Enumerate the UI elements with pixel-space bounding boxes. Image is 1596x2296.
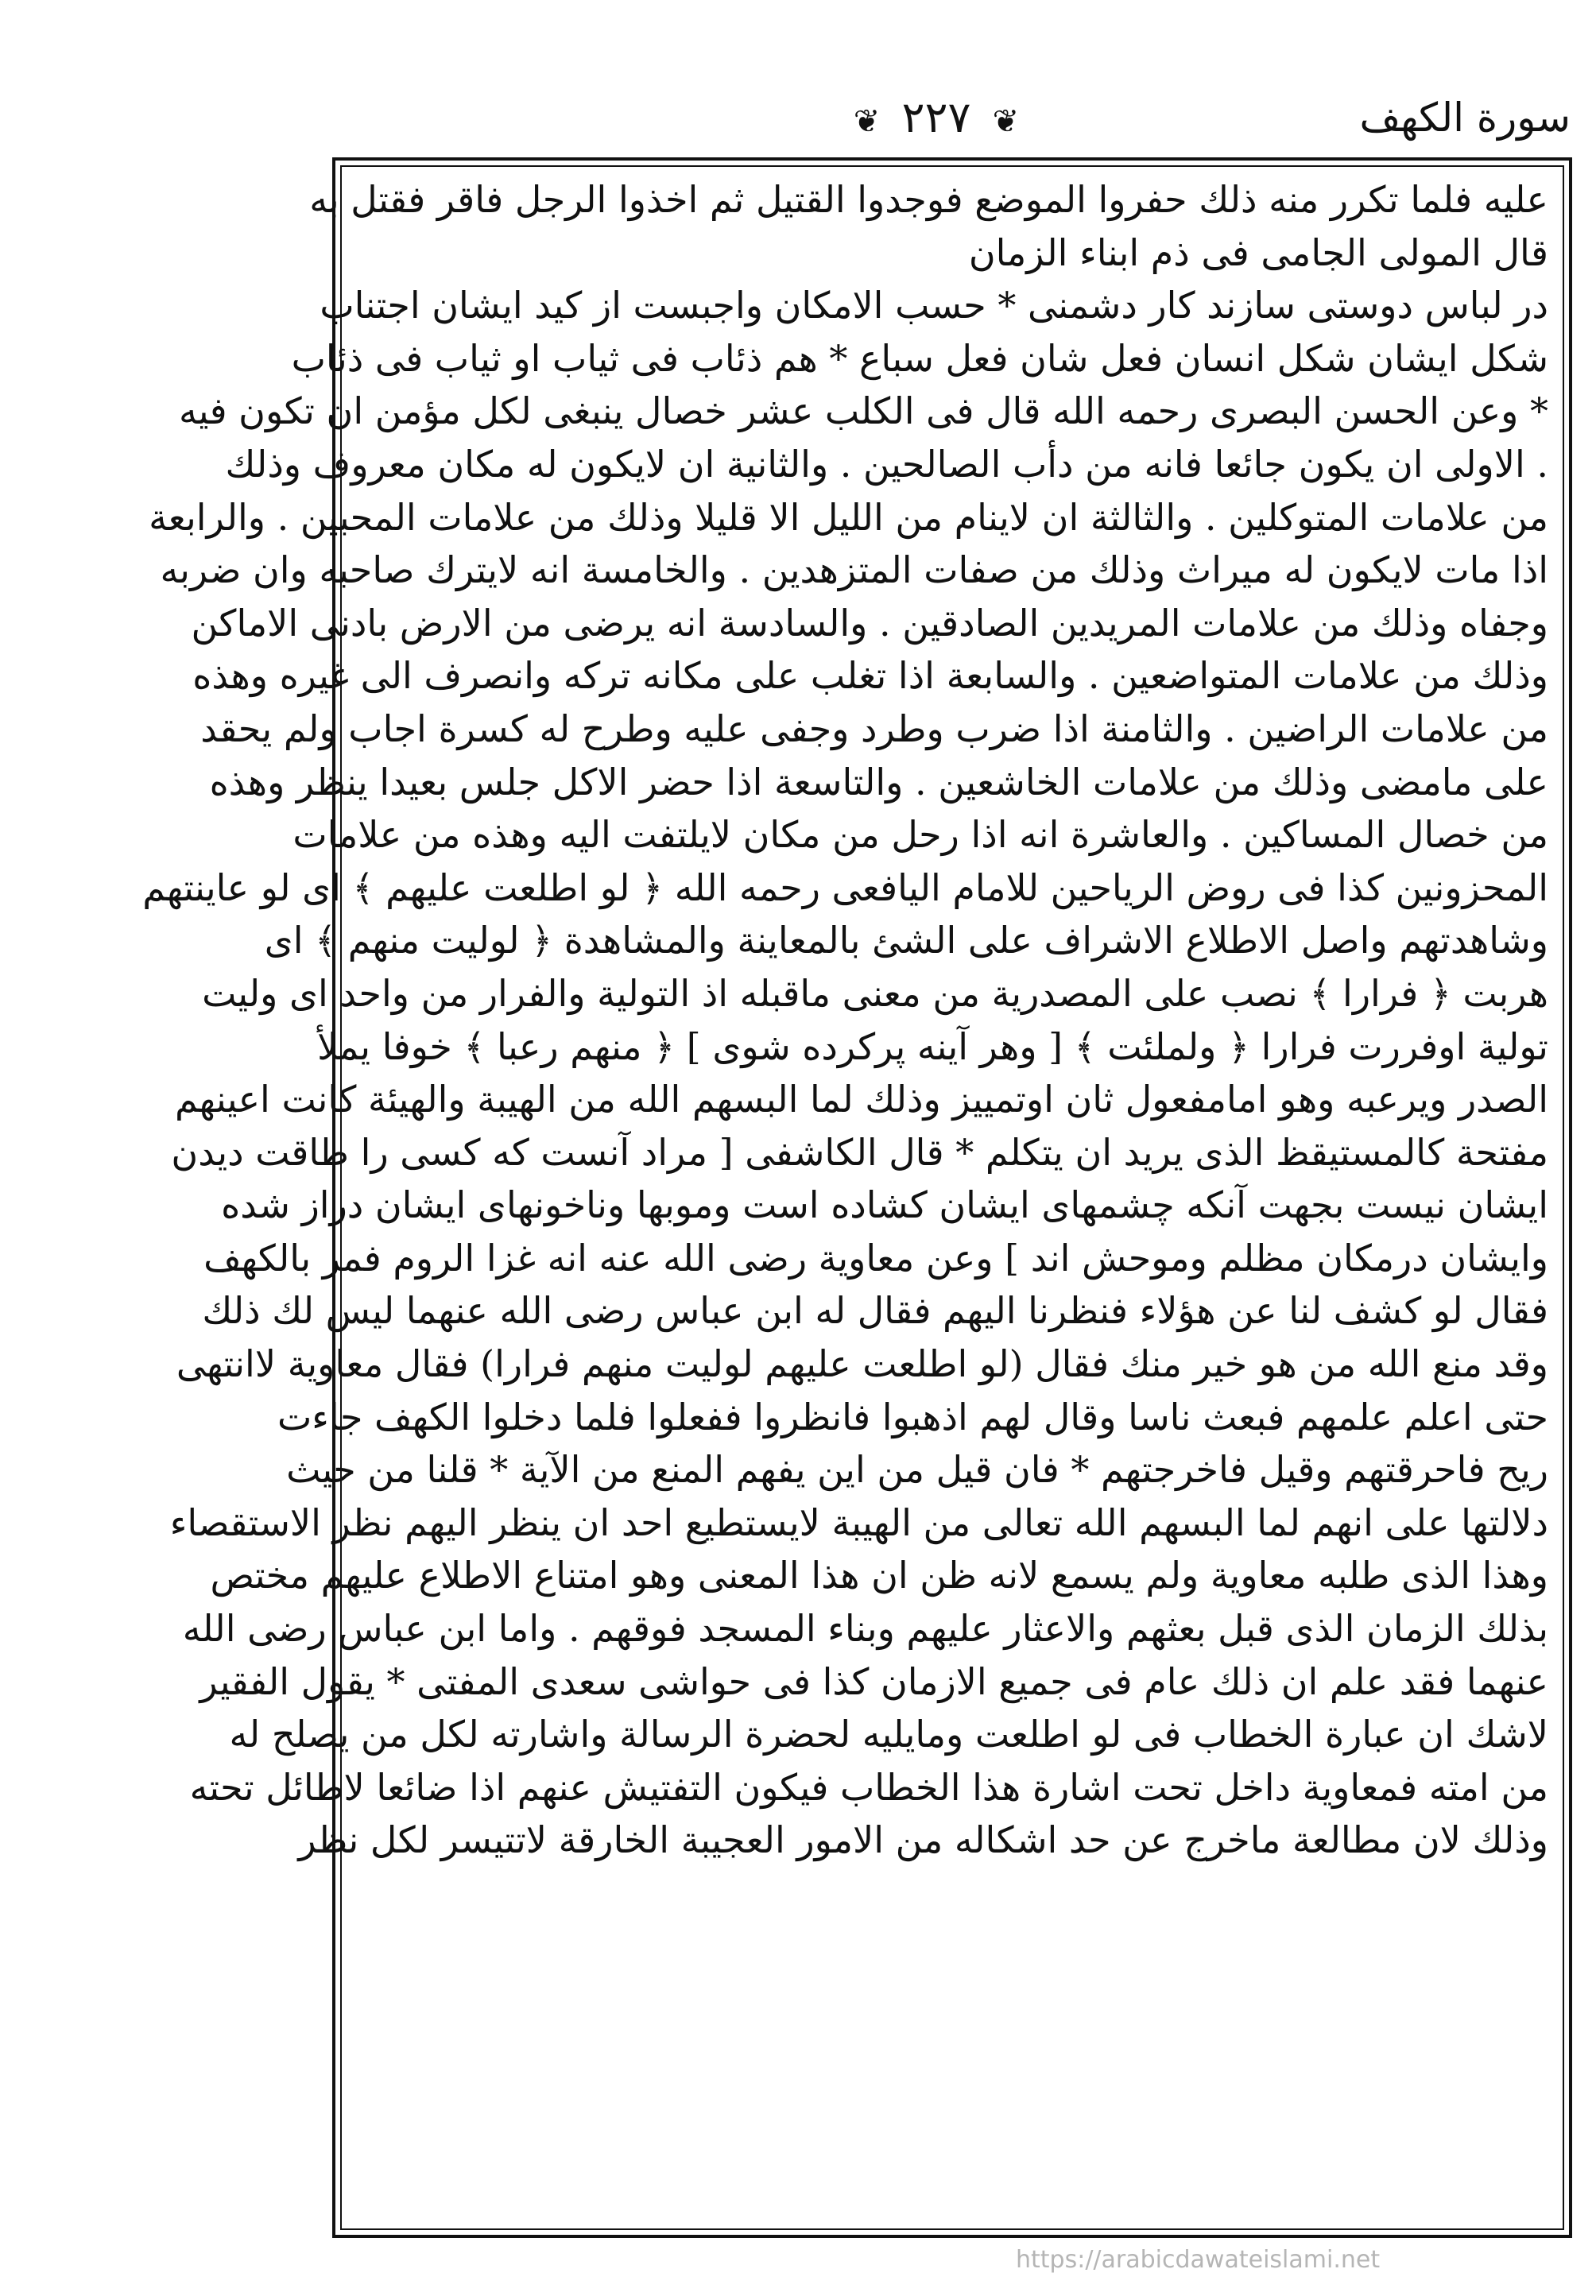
ornament-icon: ❦ <box>992 103 1020 140</box>
text-line: وهذا الذى طلبه معاوية ولم يسمع لانه ظن ان هذا المعنى وهو امتناع الاطلاع عليهم مختص <box>210 1554 1548 1597</box>
text-line: * وعن الحسن البصرى رحمه الله قال فى الكلب عشر خصال ينبغى لكل مؤمن ان تكون فيه <box>179 389 1548 433</box>
text-line: بذلك الزمان الذى قبل بعثهم والاعثار عليهم وبناء المسجد فوقهم . واما ابن عباس رضى الله <box>182 1607 1548 1651</box>
text-line: وقد منع الله من هو خير منك فقال (لو اطلعت عليهم لوليت منهم فرارا) فقال معاوية لاانتهى <box>176 1342 1548 1386</box>
running-header <box>324 94 1571 149</box>
text-line: هربت ﴿ فرارا ﴾ نصب على المصدرية من معنى ماقبله اذ التولية والفرار من واحد اى وليت <box>202 971 1548 1015</box>
text-line: وجفاه وذلك من علامات المريدين الصادقين . والسادسة انه يرضى من الارض بادنى الاماكن <box>191 601 1548 645</box>
text-line: من علامات الراضين . والثامنة اذا ضرب وطرد وجفى عليه وطرح له كسرة اجاب ولم يحقد <box>200 707 1548 750</box>
text-line: ايشان نيست بجهت آنكه چشمهاى ايشان كشاده است وموبها وناخونهاى ايشان دراز شده <box>221 1183 1548 1227</box>
text-line: وايشان درمكان مظلم وموحش اند ] وعن معاوية رضى الله عنه انه غزا الروم فمر بالكهف <box>203 1236 1548 1280</box>
text-line: من علامات المتوكلين . والثالثة ان لاينام من الليل الا قليلا وذلك من علامات المحبين . والرابعة <box>149 495 1548 539</box>
ornament-icon: ❦ <box>853 103 881 140</box>
surah-title: سورة الكهف <box>1359 95 1571 141</box>
text-line: وذلك لان مطالعة ماخرج عن حد اشكاله من الامور العجيبة الخارقة لاتتيسر لكل نظر <box>298 1818 1548 1862</box>
text-line: الصدر ويرعبه وهو امامفعول ثان اوتمييز وذلك لما البسهم الله من الهيبة والهيئة كانت اعينهم <box>175 1078 1548 1121</box>
verse-line: در لباس دوستى سازند كار دشمنى * حسب الامكان واجبست از كيد ايشان اجتناب <box>320 284 1548 327</box>
text-line: دلالتها على انهم لما البسهم الله تعالى من الهيبة لايستطيع احد ان ينظر اليهم نظر الاستقصاء <box>169 1500 1548 1544</box>
text-line: حتى اعلم علمهم فبعث ناسا وقال لهم اذهبوا فانظروا ففعلوا فلما دخلوا الكهف جاءت <box>277 1395 1548 1438</box>
body-text <box>142 173 1548 1867</box>
text-line: على مامضى وذلك من علامات الخاشعين . والتاسعة اذا حضر الاكل جلس بعيدا ينظر وهذه <box>209 760 1548 803</box>
verse-line: شكل ايشان شكل انسان فعل شان فعل سباع * هم ذئاب فى ثياب او ثياب فى ذئاب <box>291 336 1548 380</box>
text-line: عليه فلما تكرر منه ذلك حفروا الموضع فوجدوا القتيل ثم اخذوا الرجل فاقر فقتل به <box>309 178 1548 221</box>
text-line: من خصال المساكين . والعاشرة انه اذا رحل من مكان لايلتفت اليه وهذه من علامات <box>292 813 1548 857</box>
text-line: وذلك من علامات المتواضعين . والسابعة اذا تغلب على مكانه تركه وانصرف الى غيره وهذه <box>192 654 1548 698</box>
text-line: عنهما فقد علم ان ذلك عام فى جميع الازمان كذا فى حواشى سعدى المفتى * يقول الفقير <box>200 1659 1548 1703</box>
page-number: ٢٢٧ <box>901 92 971 142</box>
text-line: وشاهدتهم واصل الاطلاع الاشراف على الشئ بالمعاينة والمشاهدة ﴿ لوليت منهم ﴾ اى <box>264 919 1548 962</box>
text-line: . الاولى ان يكون جائعا فانه من دأب الصالحين . والثانية ان لايكون له مكان معروف وذلك <box>225 442 1548 486</box>
text-line: لاشك ان عبارة الخطاب فى لو اطلعت ومايليه لحضرة الرسالة واشارته لكل من يصلح له <box>229 1713 1548 1756</box>
page-number-block <box>769 94 1103 145</box>
watermark-url: https://arabicdawateislami.net <box>1016 2246 1381 2274</box>
text-line: من امته فمعاوية داخل تحت اشارة هذا الخطاب فيكون التفتيش عنهم اذا ضائعا لاطائل تحته <box>189 1765 1548 1809</box>
text-line: فقال لو كشف لنا عن هؤلاء فنظرنا اليهم فقال له ابن عباس رضى الله عنهما ليس لك ذلك <box>202 1289 1548 1333</box>
text-line: اذا مات لايكون له ميراث وذلك من صفات المتزهدين . والخامسة انه لايترك صاحبه وان ضربه <box>160 548 1548 592</box>
text-line: المحزونين كذا فى روض الرياحين للامام اليافعى رحمه الله ﴿ لو اطلعت عليهم ﴾ اى لو عاينتهم <box>142 865 1548 909</box>
text-line: قال المولى الجامى فى ذم ابناء الزمان <box>968 230 1548 274</box>
text-line: تولية اوفررت فرارا ﴿ ولملئت ﴾ [ وهر آينه پركرده شوى ] ﴿ منهم رعبا ﴾ خوفا يملأ <box>317 1024 1548 1068</box>
text-line: ريح فاحرقتهم وقيل فاخرجتهم * فان قيل من اين يفهم المنع من الآية * قلنا من حيث <box>286 1448 1548 1492</box>
text-line: مفتحة كالمستيقظ الذى يريد ان يتكلم * قال الكاشفى [ مراد آنست كه كسى را طاقت ديدن <box>171 1130 1548 1174</box>
